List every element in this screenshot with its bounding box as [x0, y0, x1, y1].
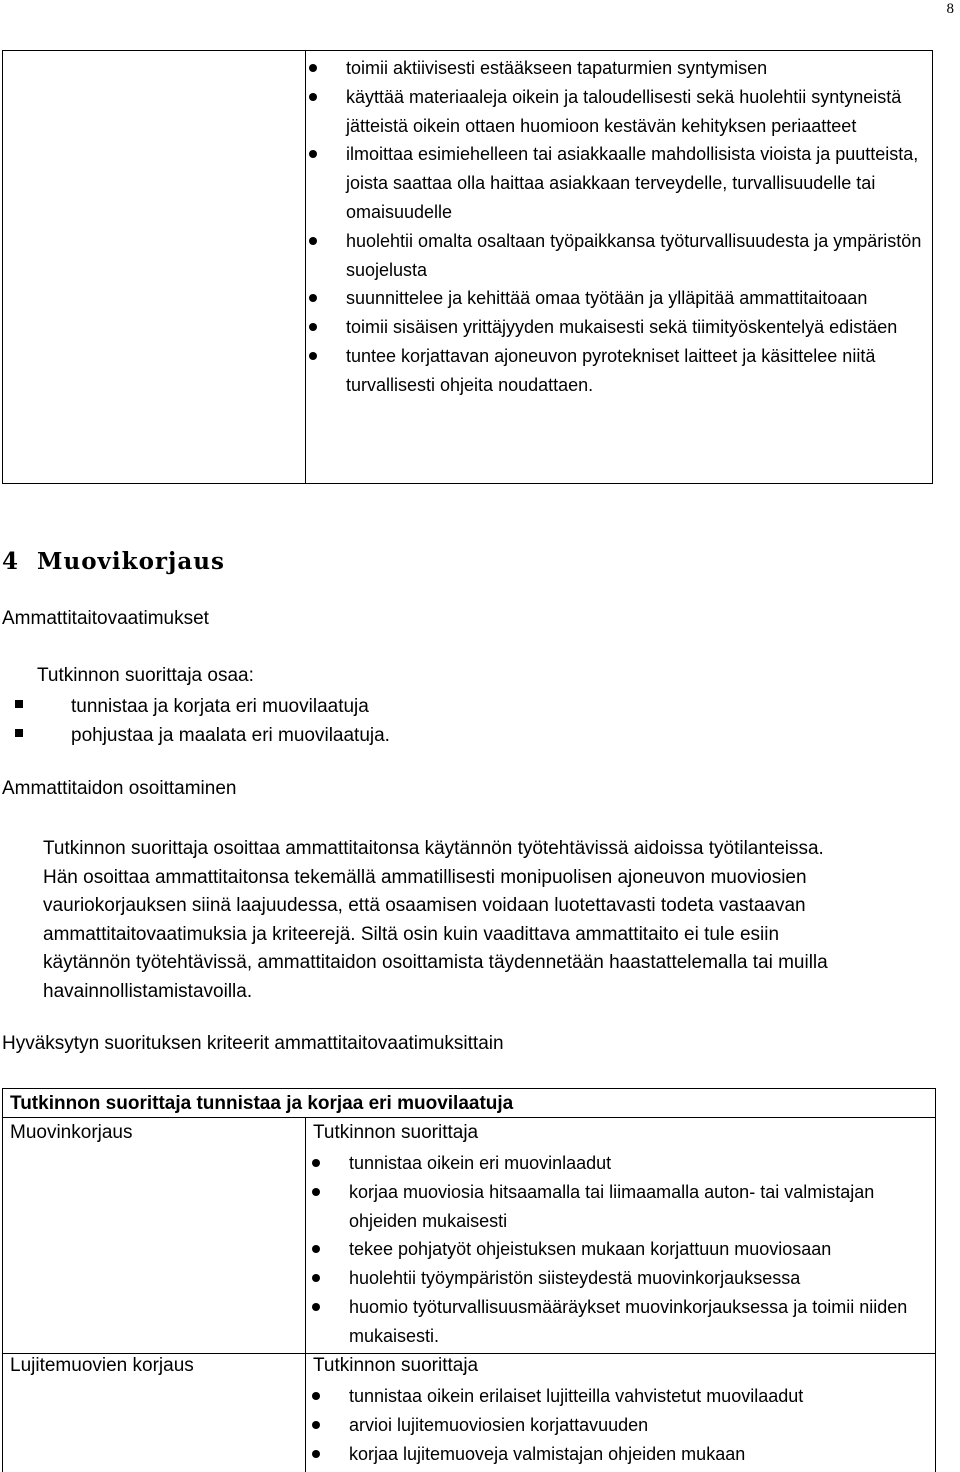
requirements-heading: Ammattitaitovaatimukset	[2, 608, 209, 629]
section-number: 4	[2, 548, 20, 575]
list-item: tunnistaa oikein eri muovinlaadut	[308, 1149, 933, 1178]
list-item: suunnittelee ja kehittää omaa työtään ja ylläpitää ammattitaitoaan	[305, 284, 925, 313]
criteria-table-header	[3, 1089, 935, 1118]
list-item: arvioi lujitemuoviosien korjattavuuden	[308, 1411, 933, 1440]
row-subheading: Tutkinnon suorittaja	[313, 1122, 479, 1143]
paragraph-line: ammattitaitovaatimuksia ja kriteerejä. Siltä osin kuin vaadittava ammattitaito ei tule esiin	[43, 923, 780, 945]
list-item: tunnistaa oikein erilaiset lujitteilla vahvistetut muovilaadut	[308, 1382, 933, 1411]
criteria-list	[308, 1382, 933, 1468]
list-item: pohjustaa ja maalata eri muovilaatuja.	[5, 721, 390, 750]
row-label-muovinkorjaus: Muovinkorjaus	[10, 1122, 133, 1143]
criteria-list	[308, 1149, 933, 1351]
requirements-list	[5, 692, 390, 750]
list-item: toimii sisäisen yrittäjyyden mukaisesti sekä tiimityöskentelyä edistäen	[305, 313, 925, 342]
demonstration-paragraph	[43, 835, 943, 1007]
row-subheading: Tutkinnon suorittaja	[313, 1355, 479, 1376]
list-item: korjaa lujitemuoveja valmistajan ohjeiden mukaan	[308, 1440, 933, 1469]
section-heading	[2, 548, 225, 575]
section-title: Muovikorjaus	[37, 548, 225, 575]
list-item: ilmoittaa esimiehelleen tai asiakkaalle mahdollisista vioista ja puutteista, joista saattaa olla haittaa asiakkaan terveydelle, turvallisuudelle tai omaisuudelle	[305, 140, 925, 226]
list-item: huolehtii omalta osaltaan työpaikkansa työturvallisuudesta ja ympäristön suojelusta	[305, 227, 925, 285]
competence-list	[305, 54, 925, 400]
paragraph-line: Hän osoittaa ammattitaitonsa tekemällä ammatillisesti monipuolisen ajoneuvon muoviosien	[43, 866, 807, 888]
list-item: korjaa muoviosia hitsaamalla tai liimaamalla auton- tai valmistajan ohjeiden mukaisesti	[308, 1178, 933, 1236]
row-label-lujitemuovien-korjaus: Lujitemuovien korjaus	[10, 1355, 194, 1376]
list-item: tuntee korjattavan ajoneuvon pyrotekniset laitteet ja käsittelee niitä turvallisesti ohjeita noudattaen.	[305, 342, 925, 400]
demonstration-heading: Ammattitaidon osoittaminen	[2, 778, 237, 799]
table-row-divider	[3, 1353, 935, 1354]
criteria-table-header-text: Tutkinnon suorittaja tunnistaa ja korjaa eri muovilaatuja	[10, 1093, 514, 1114]
list-item: tunnistaa ja korjata eri muovilaatuja	[5, 692, 390, 721]
list-item: tekee pohjatyöt ohjeistuksen mukaan korjattuun muoviosaan	[308, 1235, 933, 1264]
requirements-intro: Tutkinnon suorittaja osaa:	[37, 665, 254, 686]
criteria-heading: Hyväksytyn suorituksen kriteerit ammattitaitovaatimuksittain	[2, 1033, 504, 1054]
list-item: toimii aktiivisesti estääkseen tapaturmien syntymisen	[305, 54, 925, 83]
list-item: käyttää materiaaleja oikein ja taloudellisesti sekä huolehtii syntyneistä jätteistä oikein ottaen huomioon kestävän kehityksen periaatteet	[305, 83, 925, 141]
list-item: huomio työturvallisuusmääräykset muovinkorjauksessa ja toimii niiden mukaisesti.	[308, 1293, 933, 1351]
paragraph-line: havainnollistamistavoilla.	[43, 980, 253, 1002]
criteria-table	[2, 1088, 936, 1472]
page-number: 8	[946, 1, 954, 17]
paragraph-line: Tutkinnon suorittaja osoittaa ammattitaitonsa käytännön työtehtävissä aidoissa työtilanteissa.	[43, 838, 824, 859]
paragraph-line: käytännön työtehtävissä, ammattitaidon osoittamista täydennetään haastattelemalla tai muilla	[43, 952, 828, 974]
list-item: huolehtii työympäristön siisteydestä muovinkorjauksessa	[308, 1264, 933, 1293]
table-column-divider	[305, 1117, 306, 1472]
paragraph-line: vauriokorjauksen siinä laajuudessa, että osaamisen voidaan luotettavasti todeta vastaavan	[43, 895, 806, 917]
